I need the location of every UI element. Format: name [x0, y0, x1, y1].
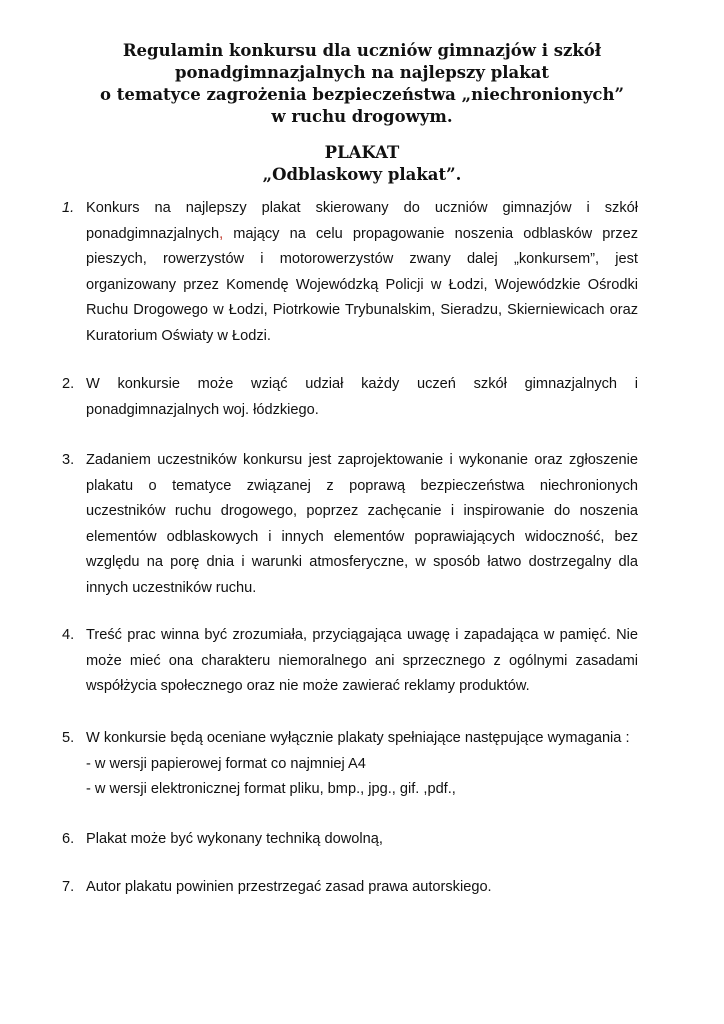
- rule-number: 2.: [62, 376, 75, 392]
- rule-text: W konkursie może wziąć udział każdy uczeń szkół gimnazjalnych i ponadgimnazjalnych woj. łódzkiego.: [86, 376, 638, 418]
- title-line-2: ponadgimnazjalnych na najlepszy plakat: [174, 63, 549, 82]
- rule-text: [86, 726, 638, 803]
- rule-text-part-b: mający na celu propagowanie noszenia odblasków przez pieszych, rowerzystów i motorowerzystów zwany dalej „konkursem”, jest organizowany przez Komendę Wojewódzką Policji w Łodzi, Wojewódzkie Ośrodki Ruchu Drogowego w Łodzi, Piotrkowie Trybunalskim, Sieradzu, Skierniewicach oraz Kuratorium Oświaty w Łodzi.: [86, 225, 638, 344]
- title-line-1: Regulamin konkursu dla uczniów gimnazjów i szkół: [122, 41, 602, 60]
- rule-item-1: [62, 196, 638, 350]
- subtitle-line-2: „Odblaskowy plakat”.: [262, 165, 462, 184]
- rule-item-6: [62, 827, 638, 853]
- subtitle-line-1: PLAKAT: [324, 143, 400, 162]
- requirement-paper: - w wersji papierowej format co najmniej A4: [86, 755, 366, 772]
- rule-text: [86, 196, 638, 350]
- document-subtitle: [60, 142, 664, 186]
- rule-intro: W konkursie będą oceniane wyłącznie plakaty spełniające następujące wymagania :: [86, 730, 630, 746]
- rule-item-3: [62, 448, 638, 602]
- rule-text: Autor plakatu powinien przestrzegać zasad prawa autorskiego.: [86, 879, 492, 895]
- rule-number: 5.: [62, 730, 75, 746]
- rule-text: Treść prac winna być zrozumiała, przyciągająca uwagę i zapadająca w pamięć. Nie może mieć ona charakteru niemoralnego ani sprzecznego z ogólnymi zasadami współżycia społecznego oraz nie może zawierać reklamy produktów.: [86, 627, 638, 695]
- rule-text-part-a: Konkurs na najlepszy plakat skierowany do uczniów gimnazjów i szkół ponadgimnazjalnych: [86, 200, 638, 242]
- rule-number: 6.: [62, 831, 75, 847]
- rule-number: 7.: [62, 879, 75, 895]
- rule-item-7: [62, 875, 638, 901]
- rule-number: 3.: [62, 452, 75, 468]
- requirement-electronic: - w wersji elektronicznej format pliku, bmp., jpg., gif. ,pdf.,: [86, 781, 456, 798]
- title-line-4: w ruchu drogowym.: [271, 107, 453, 126]
- rule-text: Plakat może być wykonany techniką dowolną,: [86, 831, 383, 847]
- title-line-3: o tematyce zagrożenia bezpieczeństwa „niechronionych”: [100, 85, 624, 104]
- rule-item-4: [62, 623, 638, 700]
- rule-number: 4.: [62, 627, 75, 643]
- rule-item-2: [62, 372, 638, 423]
- rule-text-accent: ,: [219, 225, 224, 242]
- rule-item-5: [62, 726, 638, 803]
- rule-number: 1.: [62, 200, 75, 216]
- document-title: [60, 40, 664, 128]
- rule-text: Zadaniem uczestników konkursu jest zaprojektowanie i wykonanie oraz zgłoszenie plakatu o tematyce związanej z poprawą bezpieczeństwa niechronionych uczestników ruchu drogowego, poprzez zachęcanie i inspirowanie do noszenia elementów odblaskowych i innych elementów poprawiających widoczność, bez względu na porę dnia i warunki atmosferyczne, w sposób łatwo dostrzegalny dla innych uczestników ruchu.: [86, 452, 638, 596]
